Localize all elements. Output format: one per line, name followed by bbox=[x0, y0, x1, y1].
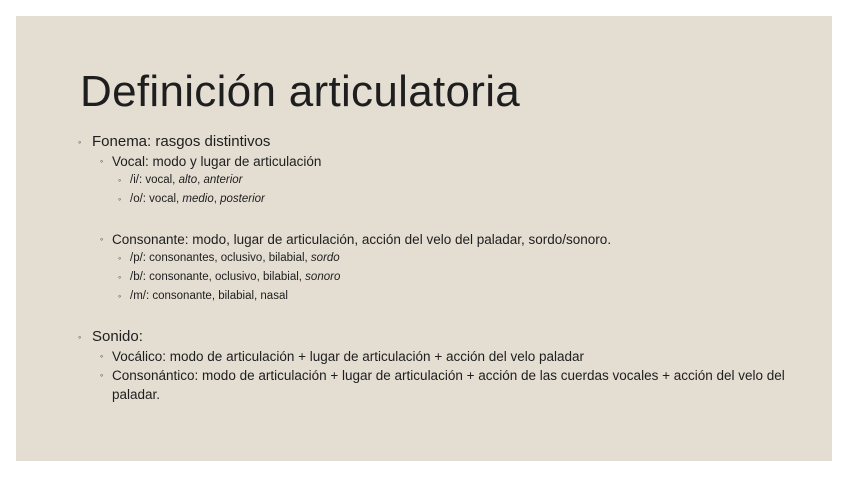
bullet-consonante-p bbox=[78, 249, 808, 268]
bullet-icon: ◦ bbox=[78, 332, 82, 342]
bullet-vocal-o bbox=[78, 190, 808, 209]
consonante-m-text: /m/: consonante, bilabial, nasal bbox=[130, 290, 288, 302]
bullet-icon: ◦ bbox=[78, 137, 82, 147]
bullet-vocal bbox=[78, 152, 808, 171]
vocal-o-prefix: /o/: vocal, bbox=[130, 193, 183, 205]
spacer bbox=[78, 209, 808, 230]
vocal-i-prefix: /i/: vocal, bbox=[130, 174, 179, 186]
bullet-icon: ◦ bbox=[100, 351, 104, 361]
slide-title: Definición articulatoria bbox=[80, 67, 521, 116]
bullet-icon: ◦ bbox=[118, 272, 122, 282]
vocal-label: Vocal: modo y lugar de articulación bbox=[112, 154, 322, 169]
sonido-label: Sonido: bbox=[92, 328, 143, 345]
bullet-icon: ◦ bbox=[118, 175, 122, 185]
vocal-i-feature-2: anterior bbox=[203, 174, 243, 186]
consonante-b-prefix: /b/: consonante, oclusivo, bilabial, bbox=[130, 271, 306, 283]
consonante-b-feature: sonoro bbox=[305, 271, 341, 283]
bullet-icon: ◦ bbox=[118, 194, 122, 204]
consonante-p-feature: sordo bbox=[310, 252, 340, 264]
vocal-o-sep: , bbox=[213, 193, 221, 205]
bullet-icon: ◦ bbox=[100, 370, 104, 380]
vocal-o-feature-2: posterior bbox=[220, 193, 265, 205]
consonante-p-prefix: /p/: consonantes, oclusivo, bilabial, bbox=[130, 252, 311, 264]
bullet-vocalico bbox=[78, 347, 808, 366]
vocal-i-feature-1: alto bbox=[178, 174, 198, 186]
slide bbox=[16, 16, 832, 461]
bullet-consonante bbox=[78, 230, 808, 249]
bullet-icon: ◦ bbox=[118, 291, 122, 301]
consonantico-text: Consonántico: modo de articulación + lugar de articulación + acción de las cuerdas vocales + acción del velo del paladar. bbox=[112, 368, 785, 402]
bullet-icon: ◦ bbox=[100, 234, 104, 244]
vocalico-text: Vocálico: modo de articulación + lugar de articulación + acción del velo paladar bbox=[112, 349, 585, 364]
bullet-sonido bbox=[78, 327, 808, 347]
bullet-icon: ◦ bbox=[118, 253, 122, 263]
bullet-consonante-b bbox=[78, 268, 808, 287]
bullet-fonema bbox=[78, 132, 808, 152]
consonante-label: Consonante: modo, lugar de articulación, acción del velo del paladar, sordo/sonoro. bbox=[112, 232, 612, 247]
slide-content bbox=[78, 132, 808, 404]
bullet-consonante-m bbox=[78, 287, 808, 306]
spacer bbox=[78, 306, 808, 327]
bullet-vocal-i bbox=[78, 171, 808, 190]
bullet-consonantico bbox=[78, 366, 808, 404]
vocal-i-sep: , bbox=[197, 174, 204, 186]
vocal-o-feature-1: medio bbox=[182, 193, 214, 205]
bullet-icon: ◦ bbox=[100, 156, 104, 166]
fonema-label: Fonema: rasgos distintivos bbox=[92, 133, 271, 150]
